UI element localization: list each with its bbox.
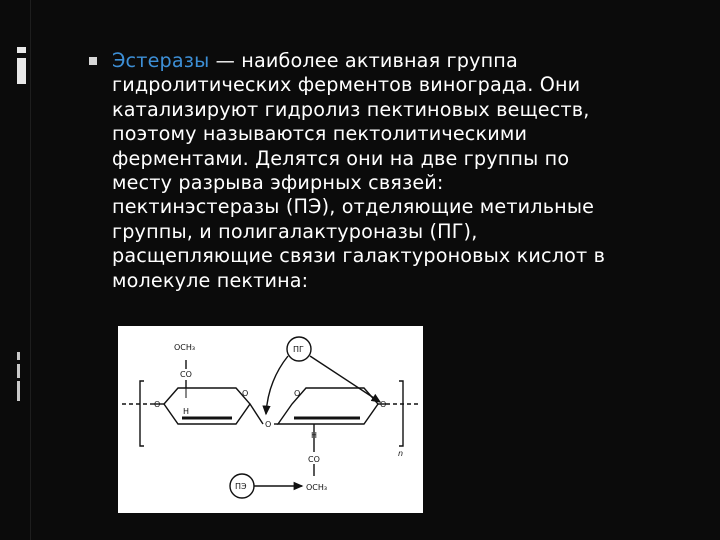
- label-och3-top: OCH₃: [174, 343, 196, 352]
- label-o-ring-right: O: [294, 389, 301, 398]
- label-o-right-end: O: [380, 400, 387, 409]
- label-pg: ПГ: [293, 345, 304, 354]
- text-line: поэтому называются пектолитическими: [112, 122, 528, 146]
- label-och3-bottom: OCH₃: [306, 483, 328, 492]
- text-line: группы, и полигалактуроназы (ПГ),: [112, 219, 478, 243]
- decor-bar: [17, 47, 26, 53]
- text-line: ферментами. Делятся они на две группы по: [112, 146, 570, 170]
- label-o-bridge: O: [265, 420, 272, 429]
- label-co-top: CO: [180, 370, 192, 379]
- left-bracket: [140, 381, 144, 446]
- text-line: пектинэстеразы (ПЭ), отделяющие метильные: [112, 195, 595, 219]
- pectin-hydrolysis-diagram: [118, 326, 423, 513]
- label-h-left: H: [183, 407, 190, 416]
- decor-bar: [17, 352, 20, 360]
- label-pe: ПЭ: [235, 482, 247, 491]
- text-line: месту разрыва эфирных связей:: [112, 171, 444, 195]
- decor-bar: [17, 364, 20, 378]
- pectin-structure-svg: [118, 326, 423, 513]
- text-line: — наиболее активная группа: [209, 49, 518, 72]
- decor-bar: [17, 381, 20, 401]
- label-n: n: [398, 449, 404, 458]
- label-o-ring-left: O: [242, 389, 249, 398]
- bullet-marker: [89, 57, 97, 65]
- label-h-right: H: [311, 431, 318, 440]
- text-line: молекуле пектина:: [112, 268, 309, 292]
- decor-bar: [17, 58, 26, 84]
- right-bracket: [399, 381, 403, 446]
- text-line: катализируют гидролиз пектиновых веществ,: [112, 97, 590, 121]
- bullet-paragraph: [112, 49, 672, 293]
- slide-edge-line: [30, 0, 31, 540]
- label-o-left-end: O: [154, 400, 161, 409]
- label-co-bottom: CO: [308, 455, 320, 464]
- term-esterases: Эстеразы: [112, 49, 210, 72]
- text-line: расщепляющие связи галактуроновых кислот в: [112, 244, 606, 268]
- text-line: гидролитических ферментов винограда. Они: [112, 73, 581, 97]
